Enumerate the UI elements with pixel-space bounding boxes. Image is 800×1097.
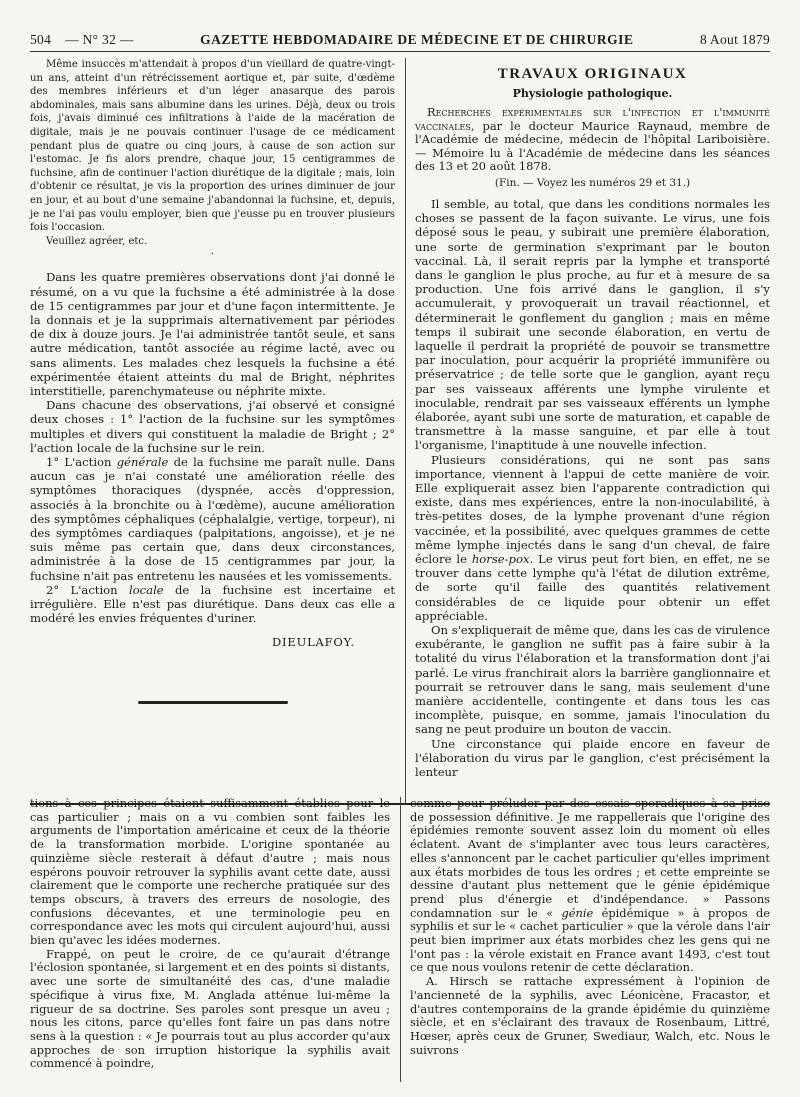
left-column xyxy=(30,58,395,704)
end-of-article-rule xyxy=(138,701,288,704)
author-signature: DIEULAFOY. xyxy=(272,635,355,650)
section-title: TRAVAUX ORIGINAUX xyxy=(497,66,688,82)
upper-section xyxy=(30,58,770,805)
article-paragraph: Une circonstance qui plaide encore en faveur de l'élaboration du virus par le ganglion, c'est précisément la lenteur xyxy=(415,736,770,780)
feuilleton-paragraph: Frappé, on peut le croire, de ce qu'aurait d'étrange l'éclosion spontanée, si largement et en des points si distants, avec une sorte de simultanéité des cas, d'une maladie spécifique à virus fixe, M. Anglada atténue lui-même la rigueur de sa doctrine. Ses paroles sont presque un aveu ; nous les citons, parce qu'elles font faire un pas dans notre sens à la question : « Je pourrais tout au plus accorder qu'aux approches de son irruption historique la syphilis avait commencé à poindre, xyxy=(30,946,390,1071)
lower-left-column xyxy=(30,797,390,1071)
observation-paragraph: Dans les quatre premières observations dont j'ai donné le résumé, on a vu que la fuchsine a été administrée à la dose de 15 centigrammes par jour et d'une façon intermittente. Je la donnais et je la supprimais alternativement par périodes de dix à douze jours. Je l'ai administrée tantôt seule, et sans autre médication, tantôt associée au régime lacté, avec ou sans aliments. Les malades chez lesquels la fuchsine a été expérimentée étaient atteints du mal de Bright, néphrites interstitielle, parenchymateuse ou néphrite mixte. xyxy=(30,270,395,398)
feuilleton-paragraph: A. Hirsch se rattache expressément à l'opinion de l'ancienneté de la syphilis, avec Léonicène, Fracastor, et d'autres contemporains de la grande épidémie du quinzième siècle, et en s'éclairant des travaux de Rosenbaum, Littré, Hœser, après ceux de Gruner, Swediaur, Walch, etc. Nous le suivrons xyxy=(410,974,770,1057)
lower-right-column xyxy=(410,797,770,1057)
feuilleton-paragraph: tions à ces principes étaient suffisamment établies pour le cas particulier ; mais on a vu combien sont faibles les arguments de l'importation américaine et ceux de la théorie de la transformation morbide. L'origine spontanée au quinzième siècle resterait à défaut d'autre ; mais nous espérons pouvoir retrouver la syphilis avant cette date, aussi clairement que le comporte une recherche pratiquée sur des temps obscurs, à travers des erreurs de nosologie, des confusions décevantes, et une terminologie peu en correspondance avec les mots qui circulent aujourd'hui, aussi bien qu'avec les idées modernes. xyxy=(30,796,390,948)
section-subtitle: Physiologie pathologique. xyxy=(512,87,673,100)
lower-section xyxy=(30,797,770,1097)
letter-closing: Veuillez agréer, etc. xyxy=(46,235,148,247)
page-number: 504 xyxy=(30,32,52,47)
local-action-paragraph: 2° L'action locale de la fuchsine est incertaine et irrégulière. Elle n'est pas diurétique. Dans deux cas elle a modéré les envies fréquentes d'uriner. xyxy=(30,582,396,626)
journal-title: GAZETTE HEBDOMADAIRE DE MÉDECINE ET DE CHIRURGIE xyxy=(200,32,634,47)
letter-paragraph: Même insuccès m'attendait à propos d'un vieillard de quatre-vingt-un ans, atteint d'un rétrécissement aortique et, par suite, d'œdème des membres inférieurs et d'un léger anasarque des parois abdominales, mais sans albumine dans les urines. Déjà, deux ou trois fois, j'avais diminué ces infiltrations à l'aide de la macération de digitale, mais je ne pouvais continuer l'usage de ce médicament pendant plus de quatre ou cinq jours, à cause de son action sur l'estomac. Je fis alors prendre, chaque jour, 15 centigrammes de fuchsine, afin de continuer l'action diurétique de la digitale ; mais, loin d'obtenir ce résultat, je vis la proportion des urines diminuer de jour en jour, et au bout d'une semaine j'abandonnai la fuchsine, et, depuis, je ne l'ai pas voulu employer, bien que j'eusse pu en trouver plusieurs fois l'occasion. xyxy=(30,59,395,234)
lower-column-divider xyxy=(400,797,401,1082)
continuation-note: (Fin. — Voyez les numéros 29 et 31.) xyxy=(494,176,691,189)
article-paragraph: On s'expliquerait de même que, dans les cas de virulence exubérante, le ganglion ne suffit pas à faire subir à la totalité du virus l'élaboration et la transformation dont j'ai parlé. Le virus franchirait alors la barrière ganglionnaire et pourrait se retrouver dans le sang, mais seulement d'une manière accidentelle, contingente et dans tous les cas incomplète, puisque, en somme, jamais l'inoculation du sang ne peut produire un bouton de vaccin. xyxy=(415,623,770,737)
running-head xyxy=(30,32,770,52)
article-paragraph: Plusieurs considérations, qui ne sont pas sans importance, viennent à l'appui de cette manière de voir. Elle expliquerait assez bien l'apparente contradiction qui existe, dans mes expériences, entre la non-inoculabilité, à très-petites doses, de la lymphe provenant d'une région vaccinée, et la possibilité, avec quelques grammes de cette même lymphe injectés dans le sang d'un cheval, de faire éclore le horse-pox. Le virus peut fort bien, en effet, ne se trouver dans cette lymphe qu'à l'état de dilution extrême, de sorte qu'il faille des quantités relativement considérables de ce liquide pour obtenir un effet appréciable. xyxy=(415,452,770,623)
feuilleton-paragraph: comme pour préluder par des essais sporadiques à sa prise de possession définitive. Je me rappellerais que l'origine des épidémies remonte souvent assez loin du moment où elles éclatent. Avant de s'implanter avec tous leurs caractères, elles s'annoncent par le cachet particulier qu'elles impriment aux états morbides de tous les ordres ; et cette empreinte se dessine d'autant plus nettement que le génie épidémique prend plus d'énergie et d'indépendance. » Passons condamnation sur le « génie épidémique » à propos de syphilis et sur le « cachet particulier » que la vérole dans l'air peut bien imprimer aux états morbides chez les gens qui ne l'ont pas : la vérole existait en France avant 1493, c'est tout ce que nous voulons retenir de cette déclaration. xyxy=(410,796,770,975)
right-column xyxy=(415,58,770,779)
article-paragraph: Il semble, au total, que dans les conditions normales les choses se passent de la façon suivante. Le virus, une fois déposé sous le peau, y subirait une première élaboration, une sorte de germination s'exprimant par le bouton vaccinal. Là, il serait repris par la lymphe et transporté dans le ganglion le plus proche, au fur et à mesure de sa production. Une fois arrivé dans le ganglion, il s'y accumulerait, y provoquerait un travail réactionnel, et déterminerait le gonflement du ganglion ; mais en même temps il subirait une seconde élaboration, en vertu de laquelle il perdrait la propriété de pouvoir se transmettre par inoculation, pour acquérir la propriété immunifère ou préservatrice ; de telle sorte que le ganglion, ayant reçu par ses vaisseaux afférents une lymphe virulente et inoculable, rendrait par ses vaisseaux efférents un lymphe élaborée, ayant subi une sorte de maturation, et capable de transmettre à la masse sanguine, et par elle à tout l'organisme, l'inaptitude à une nouvelle infection. xyxy=(415,196,770,453)
issue-date: 8 Aout 1879 xyxy=(699,32,770,47)
general-action-paragraph: 1° L'action générale de la fuchsine me paraît nulle. Dans aucun cas je n'ai constaté une amélioration réelle des symptômes thoraciques (dyspnée, accès d'oppression, associés à la bronchite ou à l'œdème), aucune amélioration des symptômes céphaliques (céphalalgie, vertige, torpeur), ni des symptômes cardiaques (palpitations, angoisse), et je ne suis même pas certain que, dans deux circonstances, administrée à la dose de 15 centigrammes par jour, la fuchsine n'ait pas entretenu les nausées et les vomissements. xyxy=(30,454,395,583)
paragraph-separator: · xyxy=(210,249,215,261)
observation-paragraph: Dans chacune des observations, j'ai observé et consigné deux choses : 1° l'action de la fuchsine sur les symptômes multiples et divers qui constituent la maladie de Bright ; 2° l'action locale de la fuchsine sur le rein. xyxy=(30,398,395,455)
column-divider xyxy=(405,58,406,803)
issue-number: — N° 32 — xyxy=(65,32,134,47)
newspaper-page xyxy=(30,32,770,1071)
article-heading: Recherches expérimentales sur l'infection et l'immunité vaccinales, par le docteur Maurice Raynaud, membre de l'Académie de médecine, médecin de l'hôpital Lariboisière. — Mémoire lu à l'Académie de médecine dans les séances des 13 et 20 août 1878. xyxy=(415,105,770,174)
